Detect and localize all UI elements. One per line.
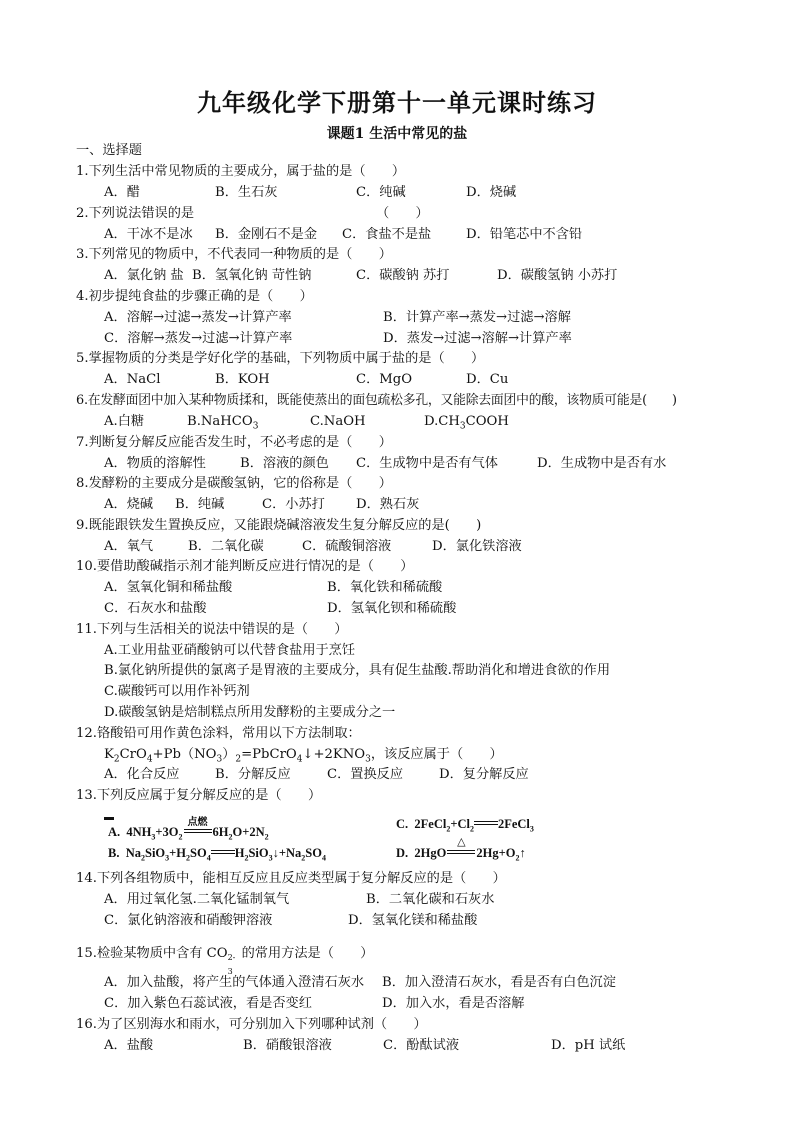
reaction-condition-ignite: 点燃	[183, 823, 213, 841]
question-13-option-d: D. 2HgO △ $2Hg+O_2↑$	[396, 836, 526, 863]
question-6-option-a: A.白糖	[104, 414, 145, 429]
question-9-option-b: B．二氧化碳	[188, 539, 264, 554]
question-10-option-a: A．氢氧化铜和稀盐酸	[104, 580, 233, 595]
question-9-option-a: A．氧气	[104, 539, 154, 554]
question-3-option-a: A．氯化钠 盐	[104, 268, 184, 283]
question-16-option-a: A．盐酸	[104, 1038, 154, 1053]
question-6-option-b: B.NaHCO$_3$	[187, 414, 259, 432]
page-subtitle: 课题1 生活中常见的盐	[326, 126, 468, 142]
question-1-option-a: A．醋	[104, 185, 140, 200]
question-13-option-c: C. $2FeCl_2+Cl_2$ 2FeCl$_3$	[396, 817, 534, 834]
question-8-option-d: D．熟石灰	[356, 497, 420, 512]
question-6-option-c: C.NaOH	[310, 414, 366, 429]
question-11-stem: 11.下列与生活相关的说法中错误的是（ ）	[76, 622, 348, 637]
question-12-option-c: C．置换反应	[327, 767, 404, 782]
question-15-stem: 15.检验某物质中含有 CO 2- 3 的常用方法是（ ）	[76, 946, 374, 976]
question-16-option-d: D．pH 试纸	[551, 1038, 626, 1053]
question-4-option-c: C．溶解→蒸发→过滤→计算产率	[104, 331, 293, 346]
question-2-option-d: D．铅笔芯中不含铅	[466, 227, 583, 242]
question-5-option-c: C．MgO	[356, 372, 413, 387]
question-15-option-a: A．加入盐酸，将产生的气体通入澄清石灰水	[104, 975, 365, 990]
question-5-option-d: D．Cu	[466, 372, 509, 387]
question-12-stem: 12.铬酸铅可用作黄色涂料，常用以下方法制取：	[76, 726, 361, 741]
question-14-option-b: B．二氧化碳和石灰水	[366, 892, 495, 907]
question-13-stem: 13.下列反应属于复分解反应的是（ ）	[76, 788, 322, 803]
question-4-stem: 4.初步提纯食盐的步骤正确的是（ ）	[76, 289, 313, 304]
question-9-stem: 9.既能跟铁发生置换反应，又能跟烧碱溶液发生复分解反应的是( )	[76, 518, 482, 533]
question-14-option-a: A．用过氧化氢.二氧化锰制氧气	[104, 892, 290, 907]
question-8-option-c: C．小苏打	[262, 497, 325, 512]
question-3-option-c: C．碳酸钠 苏打	[356, 268, 450, 283]
question-16-option-b: B．硝酸银溶液	[243, 1038, 332, 1053]
question-11-option-c: C.碳酸钙可以用作补钙剂	[104, 684, 250, 699]
page-title: 九年级化学下册第十一单元课时练习	[197, 88, 597, 117]
question-2-stem: 2.下列说法错误的是	[76, 206, 195, 221]
question-11-option-b: B.氯化钠所提供的氯离子是胃液的主要成分，具有促生盐酸.帮助消化和增进食欲的作用	[104, 663, 611, 678]
question-6-stem: 6.在发酵面团中加入某种物质揉和，既能使蒸出的面包疏松多孔，又能除去面团中的酸，该物质可能是( )	[76, 393, 677, 408]
question-8-option-b: B．纯碱	[175, 497, 225, 512]
question-3-stem: 3.下列常见的物质中，不代表同一种物质的是（ ）	[76, 247, 392, 262]
question-10-option-d: D．氢氧化钡和稀硫酸	[327, 601, 457, 616]
question-13-option-b: B. $Na_2SiO_3+H_2SO_4$ $H_2SiO_3↓+Na_2SO_4$	[108, 846, 326, 863]
question-10-option-b: B．氧化铁和稀硫酸	[327, 580, 443, 595]
question-15-option-d: D．加入水，看是否溶解	[382, 996, 525, 1011]
question-13-option-a: A. $4NH_3+3O_2$ 点燃 $6H_2O+2N_2$	[108, 817, 269, 842]
question-12-equation: $K_2CrO_4+Pb(NO_3)_2=PbCrO_4↓+2KNO_3$，该反应属于（ ）	[104, 747, 503, 765]
question-15-option-b: B．加入澄清石灰水，看是否有白色沉淀	[382, 975, 616, 990]
question-7-option-b: B．溶液的颜色	[240, 456, 329, 471]
question-12-option-b: B．分解反应	[215, 767, 291, 782]
question-3-option-b: B．氢氧化钠 苛性钠	[192, 268, 312, 283]
question-9-option-d: D．氯化铁溶液	[432, 539, 522, 554]
question-8-option-a: A．烧碱	[104, 497, 154, 512]
question-4-option-d: D．蒸发→过滤→溶解→计算产率	[383, 331, 572, 346]
question-12-option-a: A．化合反应	[104, 767, 180, 782]
question-16-option-c: C．酚酞试液	[383, 1038, 460, 1053]
section-heading: 一、选择题	[76, 143, 142, 158]
question-1-option-d: D．烧碱	[466, 185, 517, 200]
question-5-option-b: B．KOH	[215, 372, 270, 387]
question-2-option-b: B．金刚石不是金	[215, 227, 318, 242]
question-7-option-a: A．物质的溶解性	[104, 456, 206, 471]
question-10-stem: 10.要借助酸碱指示剂才能判断反应进行情况的是（ ）	[76, 559, 414, 574]
question-4-option-a: A．溶解→过滤→蒸发→计算产率	[104, 310, 292, 325]
question-1-option-c: C．纯碱	[356, 185, 406, 200]
question-11-option-d: D.碳酸氢钠是焙制糕点所用发酵粉的主要成分之一	[104, 705, 396, 720]
reaction-condition-heat: △	[446, 844, 476, 862]
question-6-option-d: $D.CH_3COOH$	[424, 414, 509, 432]
question-1-option-b: B．生石灰	[215, 185, 278, 200]
question-2-option-a: A．干冰不是冰	[104, 227, 193, 242]
question-14-stem: 14.下列各组物质中，能相互反应且反应类型属于复分解反应的是（ ）	[76, 871, 506, 886]
question-4-option-b: B．计算产率→蒸发→过滤→溶解	[383, 310, 571, 325]
question-11-option-a: A.工业用盐亚硝酸钠可以代替食盐用于烹饪	[104, 643, 356, 658]
question-1-stem: 1.下列生活中常见物质的主要成分，属于盐的是（ ）	[76, 164, 406, 179]
question-12-option-d: D．复分解反应	[439, 767, 529, 782]
question-9-option-c: C．硫酸铜溶液	[302, 539, 392, 554]
question-16-stem: 16.为了区别海水和雨水，可分别加入下列哪种试剂（ ）	[76, 1017, 427, 1032]
question-3-option-d: D．碳酸氢钠 小苏打	[497, 268, 618, 283]
question-5-stem: 5.掌握物质的分类是学好化学的基础，下列物质中属于盐的是（ ）	[76, 351, 485, 366]
question-15-option-c: C．加入紫色石蕊试液，看是否变红	[104, 996, 312, 1011]
question-2-option-c: C．食盐不是盐	[342, 227, 432, 242]
question-14-option-c: C．氯化钠溶液和硝酸钾溶液	[104, 913, 273, 928]
question-8-stem: 8.发酵粉的主要成分是碳酸氢钠，它的俗称是（ ）	[76, 476, 392, 491]
question-2-answer-paren: （ ）	[376, 206, 429, 221]
question-5-option-a: A．NaCl	[104, 372, 161, 387]
question-7-stem: 7.判断复分解反应能否发生时，不必考虑的是（ ）	[76, 435, 392, 450]
question-7-option-d: D．生成物中是否有水	[537, 456, 667, 471]
question-7-option-c: C．生成物中是否有气体	[356, 456, 498, 471]
scan-mark	[104, 817, 114, 820]
question-10-option-c: C．石灰水和盐酸	[104, 601, 207, 616]
question-14-option-d: D．氢氧化镁和稀盐酸	[348, 913, 478, 928]
